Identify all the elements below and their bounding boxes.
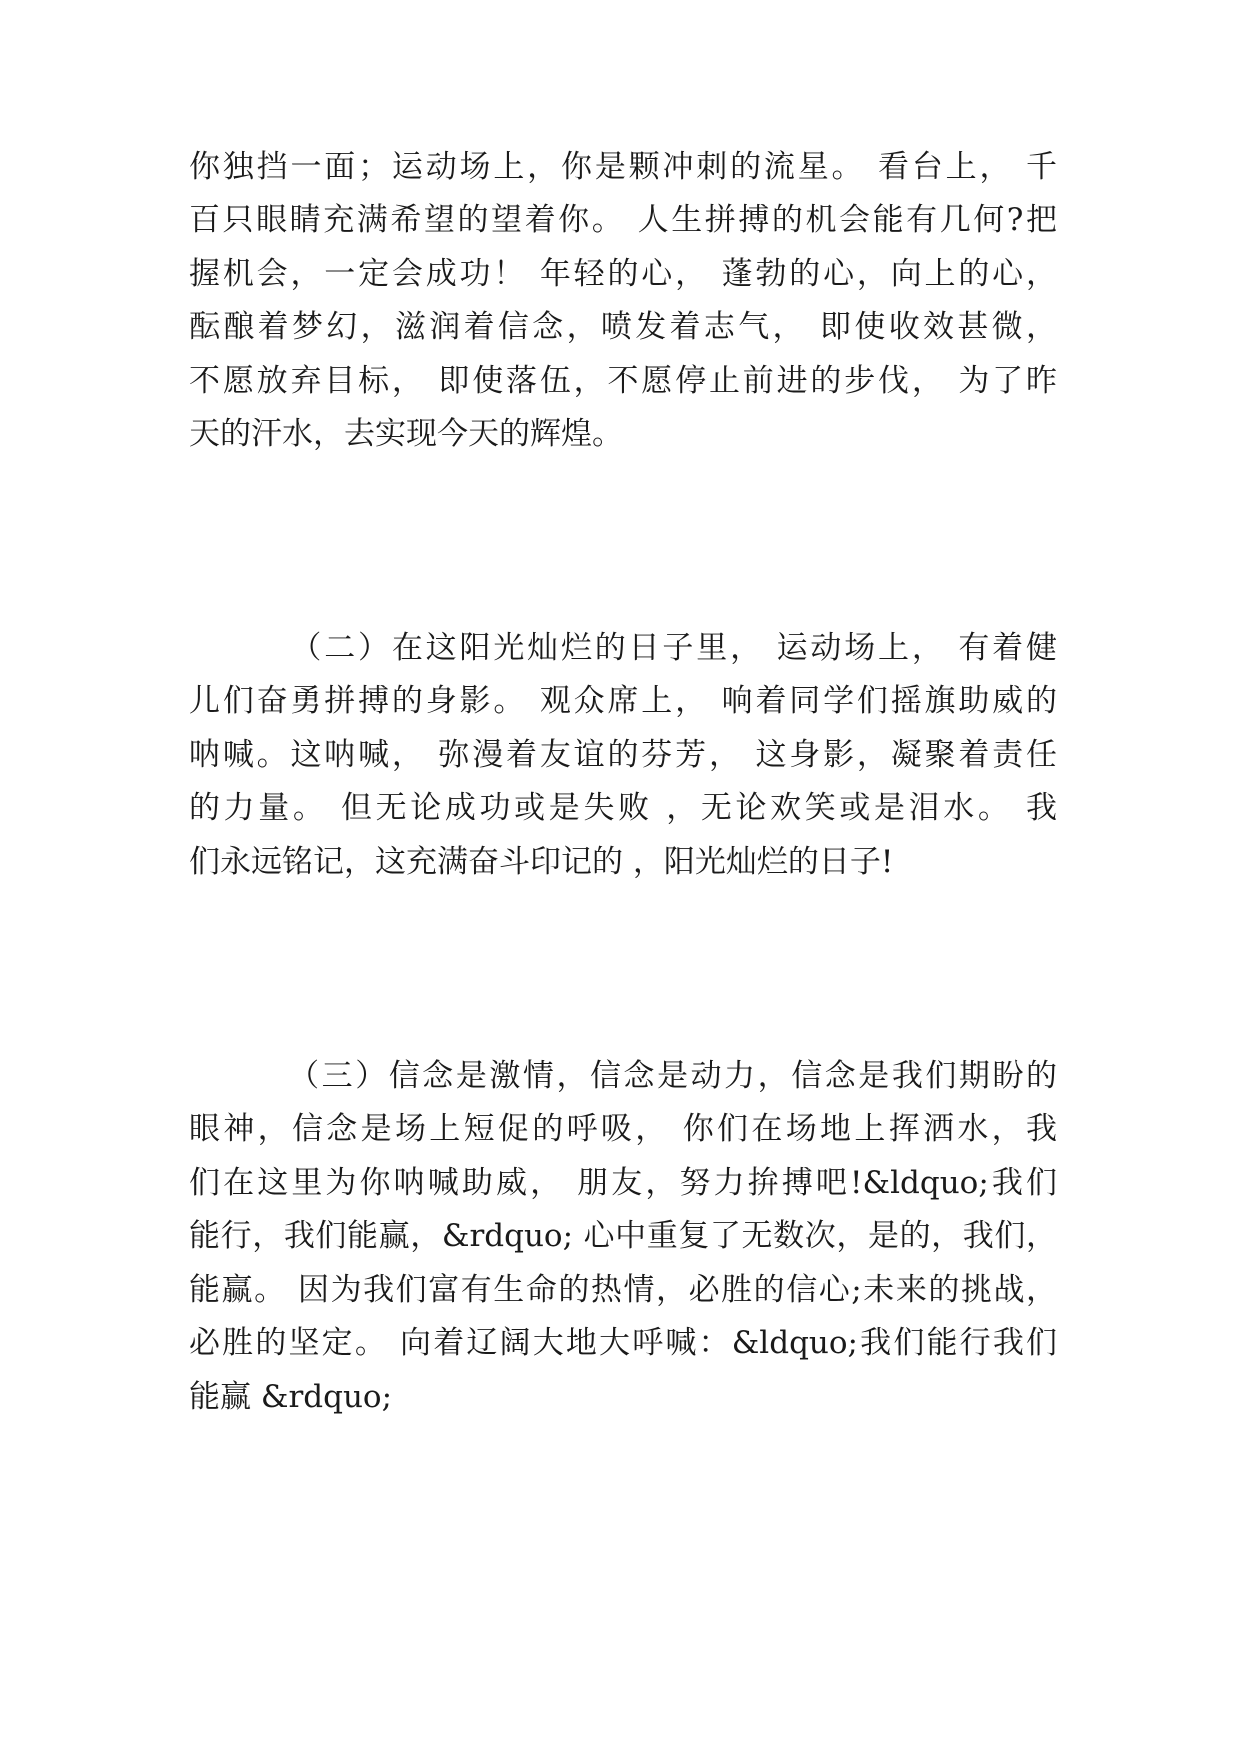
paragraph-line: 的力量。 但无论成功或是失败 ，无论欢笑或是泪水。 我 (189, 790, 1057, 826)
paragraph-line: 们在这里为你呐喊助威， 朋友，努力拚搏吧!&ldquo;我们 (189, 1165, 1057, 1201)
paragraph-line: 握机会，一定会成功！ 年轻的心， 蓬勃的心，向上的心， (189, 256, 1057, 292)
paragraph-line: 天的汗水，去实现今天的辉煌。 (189, 416, 623, 452)
paragraph-line: 呐喊。这呐喊， 弥漫着友谊的芬芳， 这身影，凝聚着责任 (189, 737, 1057, 773)
paragraph-line: （二）在这阳光灿烂的日子里， 运动场上， 有着健 (189, 630, 1057, 666)
paragraph-line: 眼神，信念是场上短促的呼吸， 你们在场地上挥洒水，我 (189, 1111, 1057, 1147)
paragraph-line: 能行，我们能赢，&rdquo; 心中重复了无数次，是的，我们， (189, 1218, 1057, 1254)
paragraph-line: 能赢 &rdquo; (189, 1379, 393, 1415)
paragraph-line: （三）信念是激情，信念是动力，信念是我们期盼的 (189, 1058, 1057, 1094)
paragraph-line: 必胜的坚定。 向着辽阔大地大呼喊：&ldquo;我们能行我们 (189, 1325, 1057, 1361)
paragraph-line: 酝酿着梦幻，滋润着信念，喷发着志气， 即使收效甚微， (189, 309, 1057, 345)
paragraph-line: 百只眼睛充满希望的望着你。 人生拼搏的机会能有几何?把 (189, 202, 1057, 238)
paragraph-line: 儿们奋勇拼搏的身影。 观众席上， 响着同学们摇旗助威的 (189, 683, 1057, 719)
paragraph-line: 们永远铭记，这充满奋斗印记的 ，阳光灿烂的日子! (189, 844, 894, 880)
paragraph-line: 不愿放弃目标， 即使落伍，不愿停止前进的步伐， 为了昨 (189, 363, 1057, 399)
paragraph-line: 能赢。 因为我们富有生命的热情，必胜的信心;未来的挑战， (189, 1272, 1057, 1308)
paragraph-line: 你独挡一面；运动场上，你是颗冲刺的流星。 看台上， 千 (189, 149, 1057, 185)
